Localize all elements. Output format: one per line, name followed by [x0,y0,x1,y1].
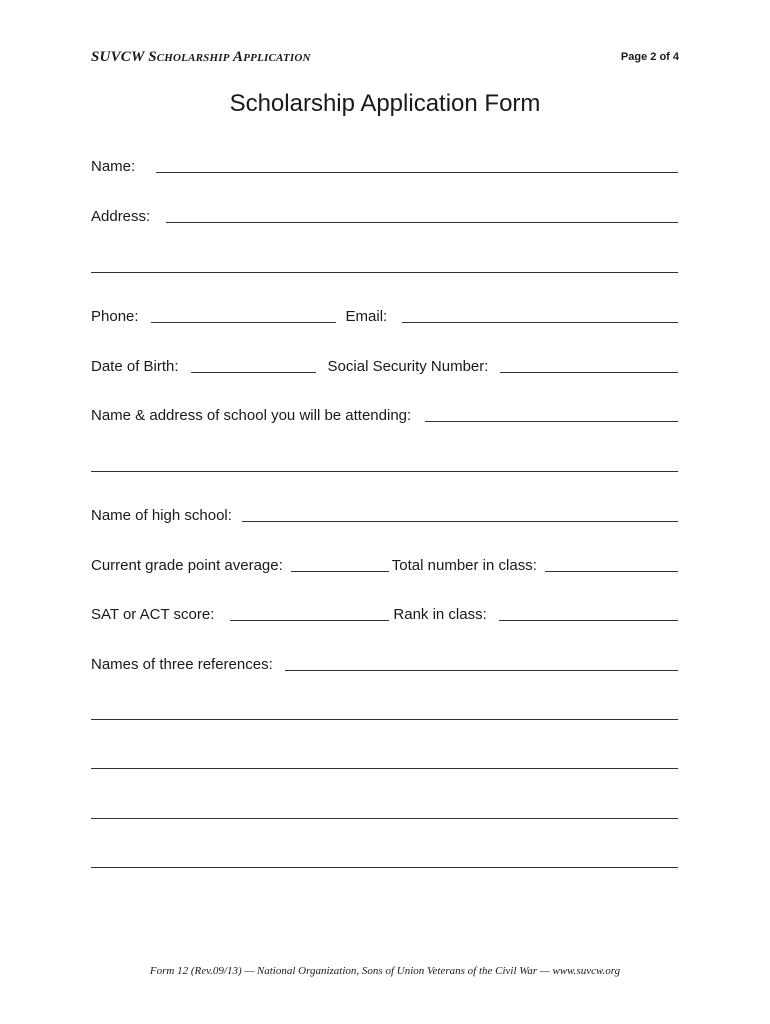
address-label: Address: [91,208,151,225]
references-field[interactable] [285,669,678,671]
header-app-title [91,49,311,66]
dob-label: Date of Birth: [91,358,179,375]
header-title-part: CHOLARSHIP [156,52,230,64]
email-label: Email: [345,308,388,325]
footer-text: Form 12 (Rev.09/13) — National Organization, Sons of Union Veterans of the Civil War — www.suvcw.org [149,965,621,977]
sat-act-field[interactable] [230,619,389,621]
high-school-row [91,506,678,526]
page-title: Scholarship Application Form [229,90,541,117]
ssn-field[interactable] [500,371,678,373]
sat-act-label: SAT or ACT score: [91,606,215,623]
gpa-class-row [91,556,678,576]
name-label: Name: [91,158,136,175]
header-title-part: A [229,49,244,65]
reference-line[interactable] [91,818,678,819]
phone-email-row [91,307,678,327]
name-row [91,157,678,177]
class-total-field[interactable] [545,570,678,572]
dob-ssn-row [91,357,678,377]
class-total-label: Total number in class: [391,557,537,574]
high-school-label: Name of high school: [91,507,232,524]
school-attending-row [91,406,678,426]
phone-label: Phone: [91,308,139,325]
gpa-field[interactable] [291,570,389,572]
gpa-label: Current grade point average: [91,557,283,574]
rank-field[interactable] [499,619,678,621]
school-attending-field-line-2[interactable] [91,471,678,472]
address-field[interactable] [166,221,678,223]
rank-label: Rank in class: [393,606,487,623]
email-field[interactable] [402,321,678,323]
address-row [91,207,678,227]
reference-line[interactable] [91,867,678,868]
header-title-part: PPLICATION [243,52,311,64]
reference-line[interactable] [91,719,678,720]
high-school-field[interactable] [242,520,678,522]
school-attending-label: Name & address of school you will be attending: [91,407,412,424]
phone-field[interactable] [151,321,336,323]
ssn-label: Social Security Number: [327,358,489,375]
references-row [91,655,678,675]
reference-line[interactable] [91,768,678,769]
references-label: Names of three references: [91,656,273,673]
address-field-line-2[interactable] [91,272,678,273]
name-field[interactable] [156,171,678,173]
sat-rank-row [91,605,678,625]
page-indicator: Page 2 of 4 [620,51,679,63]
dob-field[interactable] [191,371,316,373]
school-attending-field[interactable] [425,420,678,422]
header-title-part: SUVCW S [91,49,157,65]
